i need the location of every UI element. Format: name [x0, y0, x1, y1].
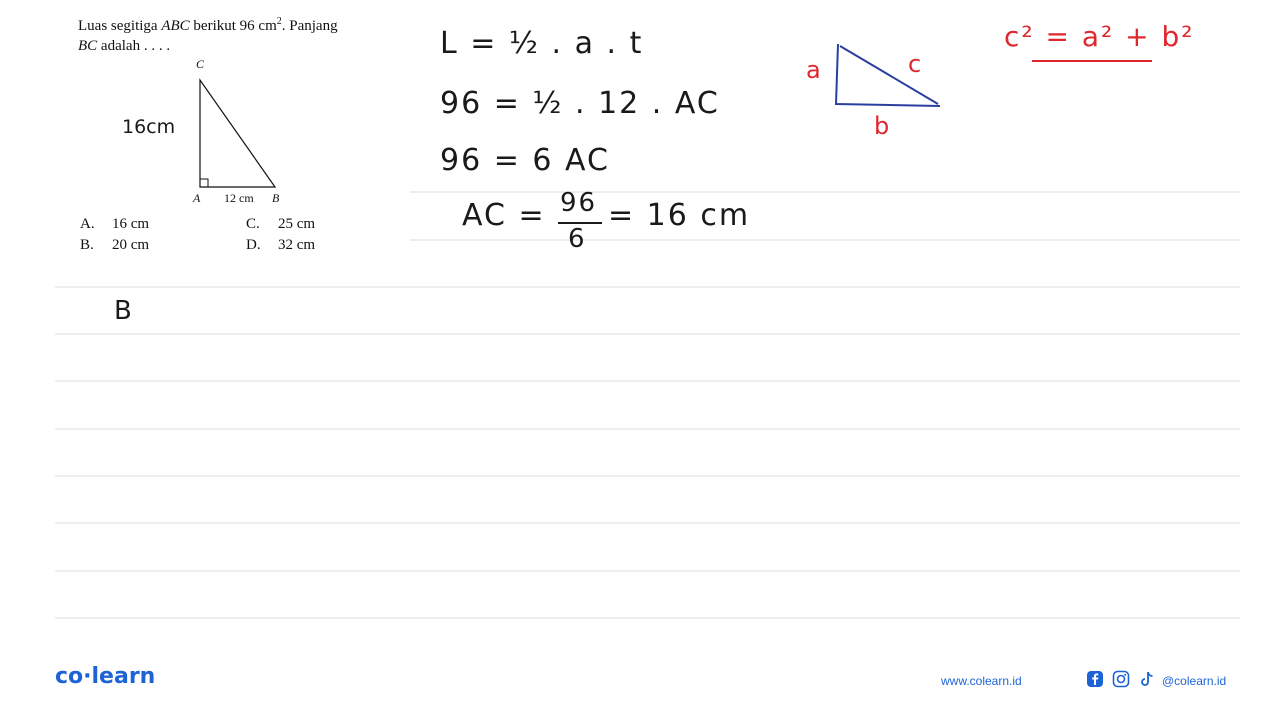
- work-line-3: 96 = 6 AC: [440, 143, 610, 178]
- vertex-c-label: C: [196, 57, 205, 71]
- vertex-b-label: B: [272, 191, 280, 205]
- triangle-figure: [190, 70, 290, 195]
- tiktok-icon[interactable]: [1138, 670, 1156, 688]
- base-length-label: 12 cm: [224, 191, 254, 205]
- work-line-4-left: AC =: [462, 198, 546, 233]
- work-line-2: 96 = ½ . 12 . AC: [440, 86, 720, 121]
- work-line-1: L = ½ . a . t: [440, 26, 644, 61]
- option-d[interactable]: D. 32 cm: [246, 237, 316, 253]
- handwritten-answer: B: [114, 296, 134, 326]
- sketch-label-c: c: [908, 50, 924, 78]
- pythagoras-underline: [1030, 58, 1156, 64]
- website-link[interactable]: www.colearn.id: [941, 674, 1022, 688]
- question-text: Luas segitiga ABC berikut 96 $cm^2$. Panjang BC adalah . . . .: [78, 16, 338, 54]
- vertex-a-label: A: [193, 191, 201, 205]
- sketch-label-a: a: [806, 56, 823, 84]
- work-line-4-right: = 16 cm: [608, 198, 751, 233]
- work-fraction-numerator: 96: [560, 188, 598, 218]
- sketch-label-b: b: [874, 112, 892, 140]
- sketch-triangle: [826, 38, 946, 118]
- option-a[interactable]: A. 16 cm: [80, 216, 150, 232]
- pythagoras-formula: c² = a² + b²: [1004, 20, 1195, 53]
- facebook-icon[interactable]: [1086, 670, 1104, 688]
- instagram-icon[interactable]: [1112, 670, 1130, 688]
- handwritten-side-label: 16cm: [122, 116, 176, 138]
- work-fraction-denominator: 6: [568, 224, 587, 254]
- colearn-logo: co·learn: [55, 664, 156, 689]
- option-b[interactable]: B. 20 cm: [80, 237, 150, 253]
- option-c[interactable]: C. 25 cm: [246, 216, 316, 232]
- social-handle[interactable]: @colearn.id: [1162, 674, 1227, 688]
